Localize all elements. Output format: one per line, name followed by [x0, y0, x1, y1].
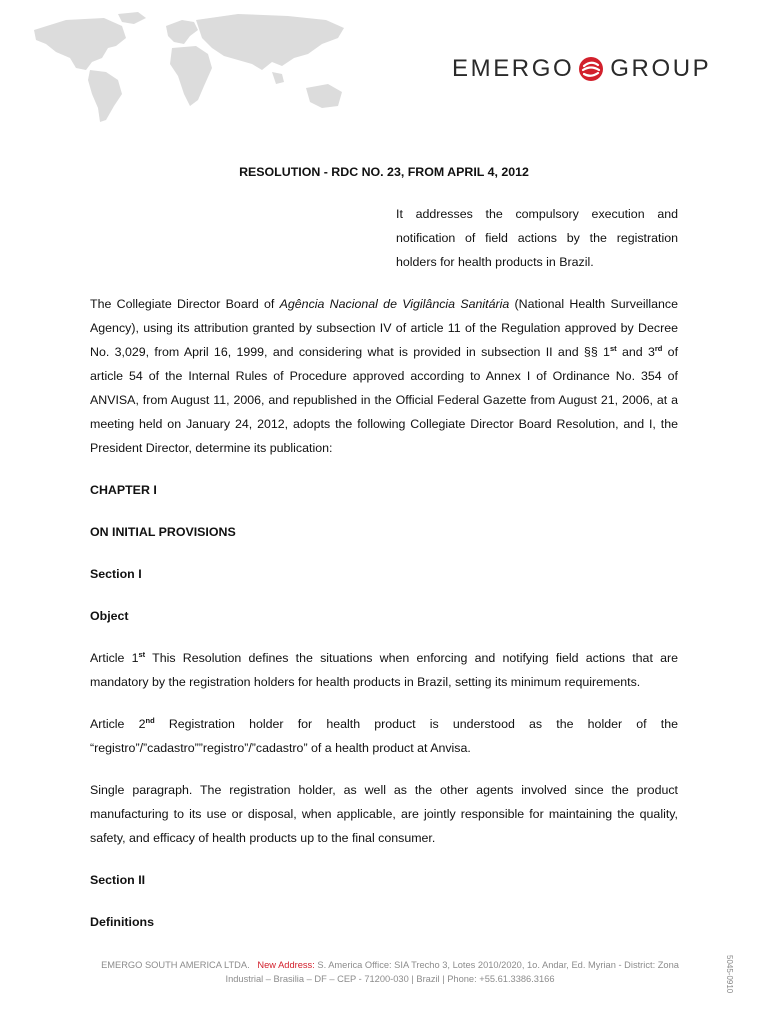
footer-address-line-1: S. America Office: SIA Trecho 3, Lotes 2010/2020, 1o. Andar, Ed. Myrian - District: Zona	[314, 960, 679, 970]
preamble-text-2: (National Health Surveillance Agency), using its attribution granted by subsection IV of article 11 of the Regulation approved by Decree No. 3,029, from April 16, 1999, and considering what is provided in subsection II and §§ 1	[90, 297, 678, 359]
section-2-title: Definitions	[90, 915, 155, 929]
footer-line-1	[60, 958, 720, 972]
footer-company: EMERGO SOUTH AMERICA LTDA.	[101, 960, 250, 970]
world-map-icon	[26, 8, 352, 126]
article-2-sup: nd	[145, 716, 155, 725]
document-code: 5045-0910	[725, 955, 734, 994]
preamble-text-3: and 3	[616, 345, 655, 359]
footer-new-address-label: New Address:	[257, 960, 315, 970]
article-2-label: Article 2	[90, 717, 146, 731]
logo-text-right: GROUP	[610, 55, 712, 82]
page-footer	[60, 958, 720, 986]
emergo-group-logo	[452, 53, 711, 85]
footer-separator-1: |	[408, 974, 417, 984]
section-1-title: Object	[90, 609, 129, 623]
article-2	[90, 712, 678, 760]
section-2-heading: Section II	[90, 873, 146, 887]
preamble-sup-1: st	[609, 344, 617, 353]
document-body	[90, 160, 678, 934]
document-title: RESOLUTION - RDC NO. 23, FROM APRIL 4, 2012	[239, 165, 529, 179]
chapter-heading: CHAPTER I	[90, 483, 157, 497]
document-abstract: It addresses the compulsory execution and notification of field actions by the registration holders for health products in Brazil.	[396, 207, 678, 269]
article-1	[90, 646, 678, 694]
chapter-title: ON INITIAL PROVISIONS	[90, 525, 236, 539]
footer-country: Brazil	[416, 974, 440, 984]
footer-address-line-2: Industrial – Brasilia – DF – CEP - 71200-030	[225, 974, 409, 984]
emergo-swirl-icon	[578, 56, 604, 82]
preamble-paragraph	[90, 292, 678, 460]
footer-separator-2: |	[439, 974, 448, 984]
article-1-label: Article 1	[90, 651, 139, 665]
agency-name: Agência Nacional de Vigilância Sanitária	[279, 297, 510, 311]
footer-line-2	[60, 972, 720, 986]
preamble-sup-2: rd	[654, 344, 663, 353]
single-paragraph: Single paragraph. The registration holder, as well as the other agents involved since the product manufacturing to its use or disposal, when applicable, are jointly responsible for maintaining the quality, safety, and efficacy of health products up to the final consumer.	[90, 783, 678, 845]
article-1-text: This Resolution defines the situations when enforcing and notifying field actions that are mandatory by the registration holders for health products in Brazil, setting its minimum requirements.	[90, 651, 678, 689]
preamble-text-4: of article 54 of the Internal Rules of Procedure approved according to Annex I of Ordinance No. 354 of ANVISA, from August 11, 2006, and republished in the Official Federal Gazette from August 21, 2006, at a meeting held on January 24, 2012, adopts the following Collegiate Director Board Resolution, and I, the President Director, determine its publication:	[90, 345, 679, 455]
preamble-text-1: The Collegiate Director Board of	[90, 297, 280, 311]
article-2-text: Registration holder for health product is understood as the holder of the “registro”/”cadastro””registro”/”cadastro” of a health product at Anvisa.	[90, 717, 678, 755]
article-1-sup: st	[138, 650, 146, 659]
logo-text-left: EMERGO	[452, 55, 575, 82]
footer-phone: Phone: +55.61.3386.3166	[447, 974, 555, 984]
section-1-heading: Section I	[90, 567, 142, 581]
